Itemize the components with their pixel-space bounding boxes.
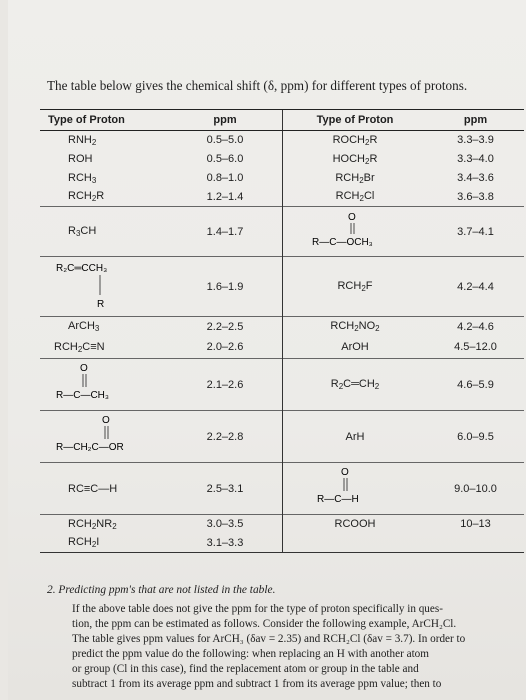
table-row: [40, 188, 524, 207]
cell-proton-structure: [40, 257, 168, 317]
cell-ppm: 4.2–4.6: [427, 317, 524, 337]
table-row: [40, 150, 524, 169]
cell-ppm: 0.5–5.0: [206, 134, 244, 147]
table-row: [40, 411, 524, 463]
paragraph-line: If the above table does not give the ppm for the type of proton specifically in ques-: [72, 603, 443, 615]
cell-ppm: 3.3–4.0: [457, 153, 494, 165]
cell-proton-structure: [40, 359, 168, 411]
cell-proton: $RCH_2Br$: [283, 169, 428, 188]
cell-ppm: 0.8–1.0: [206, 172, 244, 184]
svg-text:R—C—CH₃: R—C—CH₃: [56, 390, 109, 401]
header-ppm-2: ppm: [427, 110, 524, 131]
cell-proton: ArH: [283, 411, 428, 463]
cell-proton: $RCH_2NO_2$: [283, 317, 428, 337]
explanation-paragraph: [72, 602, 522, 692]
chemical-shift-table: [40, 109, 524, 553]
cell-ppm: 3.6–3.8: [457, 190, 494, 203]
ketone-structure-diagram: [54, 361, 144, 405]
header-type-of-proton: Type of Proton: [40, 110, 168, 131]
cell-proton: ArCH$_3$: [40, 317, 168, 337]
table-row: [40, 169, 524, 188]
cell-empty: [427, 534, 524, 553]
cell-proton: ROH: [68, 153, 93, 165]
svg-text:R—CH₂C—OR: R—CH₂C—OR: [56, 442, 124, 453]
svg-text:O: O: [80, 363, 88, 374]
cell-proton: $R_3CH$: [40, 207, 168, 257]
cell-proton: $RCH_2I$: [68, 536, 100, 550]
aldehyde-structure-diagram: [315, 465, 395, 509]
cell-ppm: 0.5–6.0: [206, 153, 244, 165]
cell-proton: $R_2C═CH_2$: [283, 359, 428, 411]
cell-proton: $RCH_3$: [68, 171, 97, 185]
intro-text: The table below gives the chemical shift (δ, ppm) for different types of protons.: [47, 78, 468, 93]
cell-ppm: 2.1–2.6: [168, 359, 283, 411]
cell-proton: $RNH_2$: [68, 133, 97, 147]
table-row: [40, 359, 524, 411]
paragraph-line: tion, the ppm can be estimated as follows. Consider the following example, ArCH₂Cl.: [72, 618, 457, 630]
svg-text:R: R: [97, 299, 105, 310]
cell-proton: $RCH_2R$: [68, 190, 105, 204]
cell-proton: ArOH: [283, 337, 428, 359]
svg-text:R—C—OCH₃: R—C—OCH₃: [312, 237, 373, 248]
cell-proton: $RCH_2Cl$: [283, 188, 428, 207]
cell-ppm: 1.4–1.7: [168, 207, 283, 257]
table-row: [40, 257, 524, 317]
cell-proton: $RCH_2NR_2$: [40, 515, 168, 534]
cell-ppm: 9.0–10.0: [427, 463, 524, 515]
svg-text:O: O: [102, 415, 110, 426]
cell-proton-structure: [283, 207, 428, 257]
table-header-row: [40, 110, 524, 131]
cell-ppm: 3.3–3.9: [457, 134, 494, 147]
cell-ppm: 3.4–3.6: [457, 172, 494, 184]
table-row: [40, 534, 524, 553]
cell-ppm: 6.0–9.5: [427, 411, 524, 463]
ester-ch2-structure-diagram: [54, 413, 154, 457]
svg-text:R₂C═CCH₃: R₂C═CCH₃: [56, 263, 108, 274]
cell-ppm: 2.0–2.6: [206, 341, 244, 354]
cell-ppm: 10–13: [427, 515, 524, 534]
paragraph-line: subtract 1 from its average ppm and subtract 1 from its average ppm value; then to: [72, 678, 442, 690]
cell-empty: [283, 534, 428, 553]
cell-ppm: 2.2–2.8: [168, 411, 283, 463]
alkene-structure-diagram: [54, 259, 144, 311]
svg-text:O: O: [348, 212, 356, 223]
svg-text:O: O: [341, 467, 349, 478]
cell-proton-structure: [283, 463, 428, 515]
cell-ppm: 3.7–4.1: [427, 207, 524, 257]
table-row: [40, 207, 524, 257]
table-row: [40, 463, 524, 515]
cell-ppm: 4.5–12.0: [454, 341, 497, 354]
cell-proton-structure: [40, 411, 168, 463]
cell-ppm: 2.2–2.5: [168, 317, 283, 337]
cell-ppm: 1.2–1.4: [206, 190, 244, 203]
cell-ppm: 3.0–3.5: [168, 515, 283, 534]
table-row: [40, 337, 524, 359]
cell-proton: RC≡C—H: [40, 463, 168, 515]
header-type-of-proton-2: Type of Proton: [283, 110, 428, 131]
table-row: [40, 515, 524, 534]
cell-proton: $HOCH_2R$: [283, 150, 428, 169]
cell-ppm: 4.2–4.4: [427, 257, 524, 317]
cell-ppm: 3.1–3.3: [206, 536, 244, 549]
cell-ppm: 2.5–3.1: [168, 463, 283, 515]
svg-text:R—C—H: R—C—H: [317, 494, 359, 505]
cell-ppm: 1.6–1.9: [168, 257, 283, 317]
paragraph-line: predict the ppm value do the following: when replacing an H with another atom: [72, 648, 429, 660]
paragraph-line: or group (Cl in this case), find the replacement atom or group in the table and: [72, 663, 419, 675]
cell-ppm: 4.6–5.9: [427, 359, 524, 411]
header-ppm: ppm: [168, 110, 283, 131]
cell-proton: RCOOH: [283, 515, 428, 534]
table-row: [40, 131, 524, 150]
cell-proton: $RCH_2F$: [283, 257, 428, 317]
cell-proton: $RCH_2C\equiv N$: [54, 340, 105, 354]
paragraph-line: The table gives ppm values for ArCH₃ (δav = 2.35) and RCH₂Cl (δav = 3.7). In order to: [72, 633, 466, 645]
ester-structure-diagram: [310, 210, 400, 250]
cell-proton: $ROCH_2R$: [283, 131, 428, 150]
section-heading: 2. Predicting ppm's that are not listed in the table.: [47, 584, 276, 596]
table-row: [40, 317, 524, 337]
